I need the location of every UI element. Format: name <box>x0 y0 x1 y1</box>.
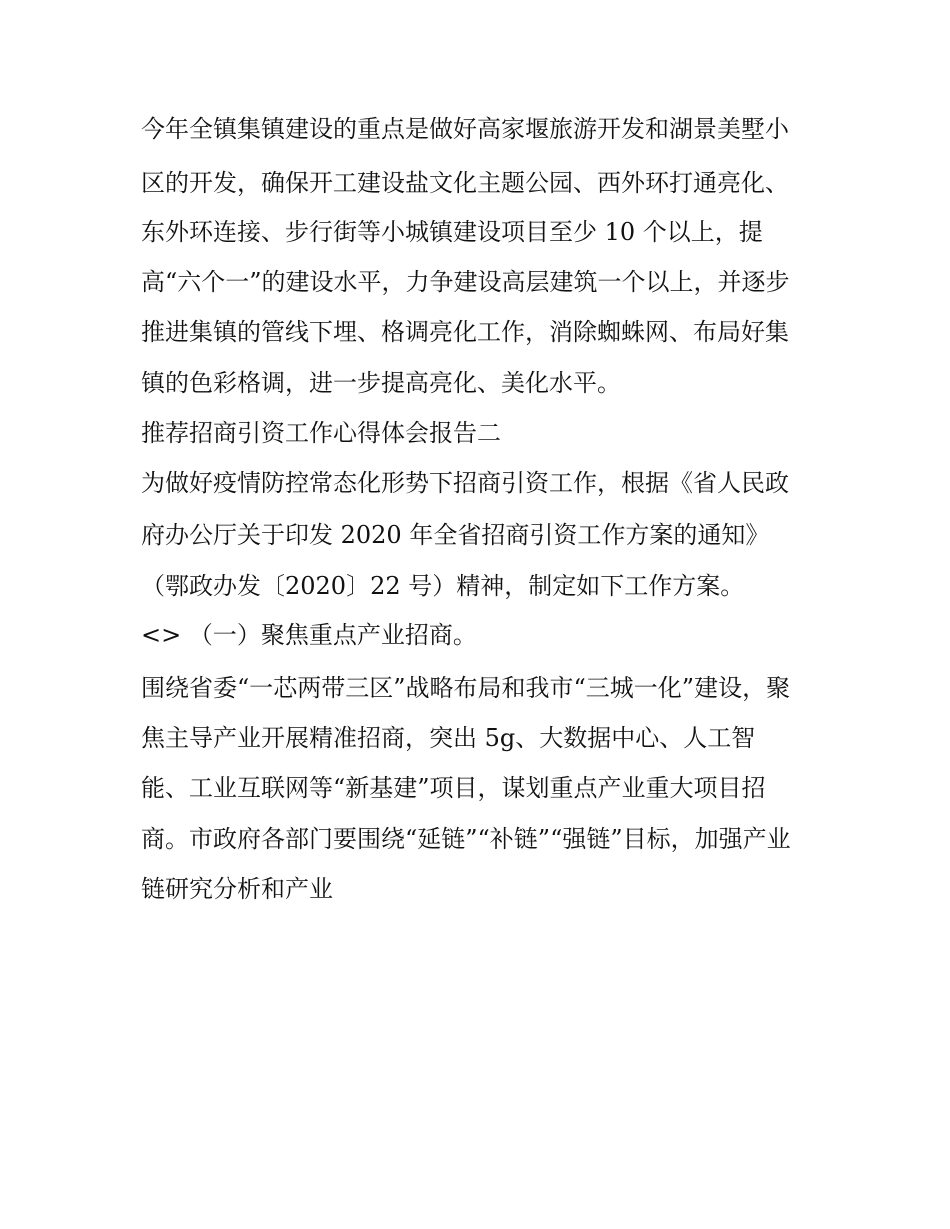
paragraph-line: 商。市政府各部门要围绕“延链”“补链”“强链”目标，加强产业 <box>141 825 791 853</box>
paragraph-line: 推进集镇的管线下埋、格调亮化工作，消除蜘蛛网、布局好集 <box>141 318 789 346</box>
paragraph-line: 区的开发，确保开工建设盐文化主题公园、西外环打通亮化、 <box>141 169 789 197</box>
paragraph-line: 镇的色彩格调，进一步提高亮化、美化水平。 <box>141 369 621 397</box>
paragraph-line: 府办公厅关于印发 2020 年全省招商引资工作方案的通知》 <box>141 521 770 549</box>
paragraph-line: 今年全镇集镇建设的重点是做好高家堰旅游开发和湖景美墅小 <box>141 115 789 143</box>
paragraph-line: 链研究分析和产业 <box>141 875 333 903</box>
paragraph-line: 东外环连接、步行街等小城镇建设项目至少 10 个以上，提 <box>141 218 763 246</box>
paragraph-line: （鄂政办发〔2020〕22 号）精神，制定如下工作方案。 <box>141 572 745 600</box>
paragraph-line: 焦主导产业开展精准招商，突出 5g、大数据中心、人工智 <box>141 724 756 752</box>
paragraph-line: 能、工业互联网等“新基建”项目，谋划重点产业重大项目招 <box>141 774 766 802</box>
paragraph-line: 围绕省委“一芯两带三区”战略布局和我市“三城一化”建设，聚 <box>141 674 791 702</box>
subsection-heading: <> （一）聚焦重点产业招商。 <box>141 621 477 649</box>
paragraph-line: 高“六个一”的建设水平，力争建设高层建筑一个以上，并逐步 <box>141 268 790 296</box>
paragraph-line: 为做好疫情防控常态化形势下招商引资工作，根据《省人民政 <box>141 469 789 497</box>
section-heading: 推荐招商引资工作心得体会报告二 <box>141 419 501 447</box>
